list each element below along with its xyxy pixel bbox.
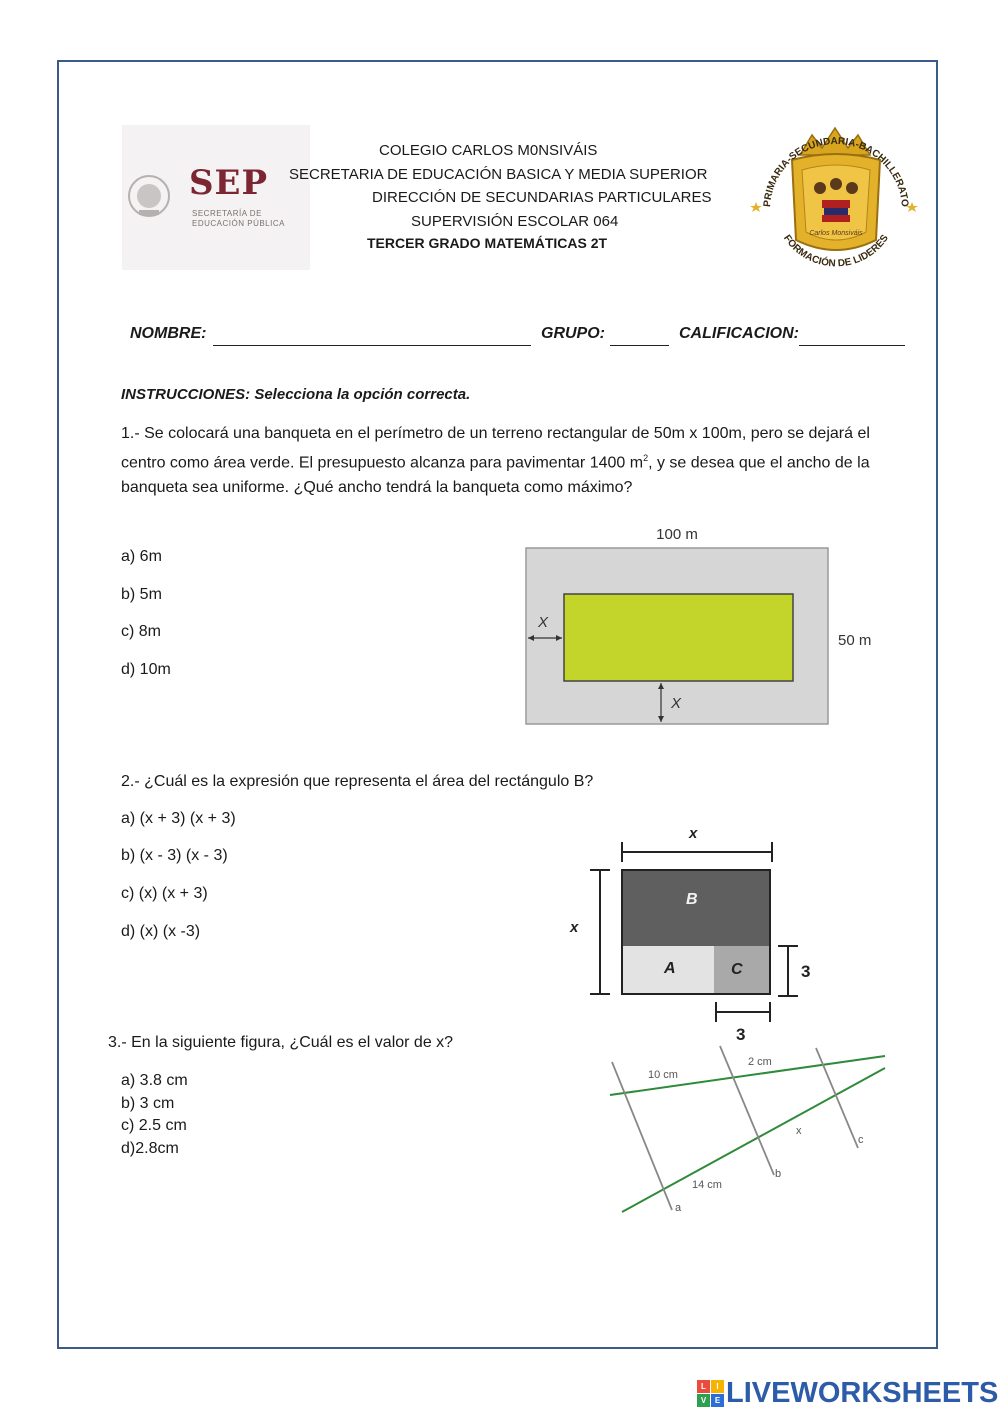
q3-figure [600, 1040, 900, 1220]
q1-option-a[interactable]: a) 6m [121, 548, 162, 565]
sep-logo-subtitle-1: SECRETARÍA DE [192, 209, 262, 218]
q2-rect-B [622, 870, 770, 946]
sep-logo-text: SEP [189, 163, 269, 203]
q1-label-50m: 50 m [838, 632, 872, 649]
q1-green-rect [564, 594, 793, 681]
question-3-text: 3.- En la siguiente figura, ¿Cuál es el valor de x? [108, 1034, 454, 1051]
q2-option-c[interactable]: c) (x) (x + 3) [121, 885, 208, 902]
crest-ring-bottom: FORMACIÓN DE LIDERES [781, 232, 891, 270]
liveworksheets-wordmark: LIVEWORKSHEETS [726, 1377, 999, 1409]
liveworksheets-logo[interactable] [697, 1378, 998, 1408]
q3-label-a: a [675, 1202, 682, 1214]
q3-green-line-bottom [622, 1068, 885, 1212]
q1-label-x-vertical: X [671, 695, 682, 712]
school-name: COLEGIO CARLOS M0NSIVÁIS [379, 142, 598, 159]
q3-label-10cm: 10 cm [648, 1069, 678, 1081]
grade-field[interactable] [799, 345, 905, 346]
mark-cell-v: V [697, 1394, 710, 1407]
question-1-text [121, 421, 911, 500]
mark-cell-e: E [711, 1394, 724, 1407]
q2-label-C: C [731, 961, 743, 978]
liveworksheets-mark [697, 1380, 724, 1407]
q3-parallel-a [612, 1062, 672, 1210]
q2-figure [560, 820, 820, 1050]
q3-option-c[interactable]: c) 2.5 cm [121, 1117, 187, 1134]
crest-inner-text: Carlos Monsiváis [809, 230, 863, 237]
q1-figure [498, 515, 890, 743]
direccion-line: DIRECCIÓN DE SECUNDARIAS PARTICULARES [372, 189, 712, 206]
name-label: NOMBRE: [130, 325, 207, 342]
q3-option-b[interactable]: b) 3 cm [121, 1095, 175, 1112]
q2-option-d[interactable]: d) (x) (x -3) [121, 923, 201, 940]
q2-label-3-right: 3 [801, 962, 811, 981]
q3-option-a[interactable]: a) 3.8 cm [121, 1072, 188, 1089]
school-crest-graphic [742, 100, 927, 290]
q3-label-c: c [858, 1134, 864, 1146]
q2-label-B: B [686, 891, 698, 908]
q1-option-c[interactable]: c) 8m [121, 623, 161, 640]
q2-label-A: A [664, 960, 676, 977]
q2-label-x-left: x [570, 919, 579, 936]
group-field[interactable] [610, 345, 669, 346]
group-label: GRUPO: [541, 325, 605, 342]
q3-option-d[interactable]: d)2.8cm [121, 1140, 179, 1157]
q2-label-3-bottom: 3 [736, 1025, 746, 1044]
q1-label-x-horizontal: X [538, 614, 549, 631]
sep-logo [122, 125, 310, 270]
q2-option-b[interactable]: b) (x - 3) (x - 3) [121, 847, 228, 864]
q1-option-b[interactable]: b) 5m [121, 586, 162, 603]
q2-option-a[interactable]: a) (x + 3) (x + 3) [121, 810, 236, 827]
mark-cell-i: I [711, 1380, 724, 1393]
grade-title: TERCER GRADO MATEMÁTICAS 2T [367, 235, 608, 251]
school-crest [742, 100, 927, 290]
q3-label-x: x [796, 1125, 802, 1137]
question-1-text-b: , y se desea que el ancho de la banqueta sea uniforme. ¿Qué ancho tendrá la banqueta como máximo? [121, 454, 870, 497]
crest-ring-top: PRIMARIA-SECUNDARIA-BACHILLERATO [762, 135, 911, 208]
question-1-superscript: 2 [643, 453, 649, 463]
question-2-text: 2.- ¿Cuál es la expresión que representa el área del rectángulo B? [121, 773, 594, 790]
name-field[interactable] [213, 345, 531, 346]
mark-cell-l: L [697, 1380, 710, 1393]
q3-label-14cm: 14 cm [692, 1179, 722, 1191]
instructions: INSTRUCCIONES: Selecciona la opción correcta. [121, 386, 471, 403]
question-1-text-a: 1.- Se colocará una banqueta en el perímetro de un terreno rectangular de 50m x 100m, pero se dejará el centro como área verde. El presupuesto alcanza para pavimentar 1400 m [121, 425, 870, 472]
supervision-line: SUPERVISIÓN ESCOLAR 064 [411, 213, 619, 230]
secretaria-line: SECRETARIA DE EDUCACIÓN BASICA Y MEDIA SUPERIOR [289, 166, 708, 183]
q1-option-d[interactable]: d) 10m [121, 661, 171, 678]
q3-label-2cm: 2 cm [748, 1056, 772, 1068]
sep-logo-subtitle-2: EDUCACIÓN PÚBLICA [192, 219, 285, 228]
q3-label-b: b [775, 1168, 782, 1180]
grade-label: CALIFICACION: [679, 325, 799, 342]
q1-label-100m: 100 m [656, 526, 698, 543]
q2-label-x-top: x [689, 825, 698, 842]
